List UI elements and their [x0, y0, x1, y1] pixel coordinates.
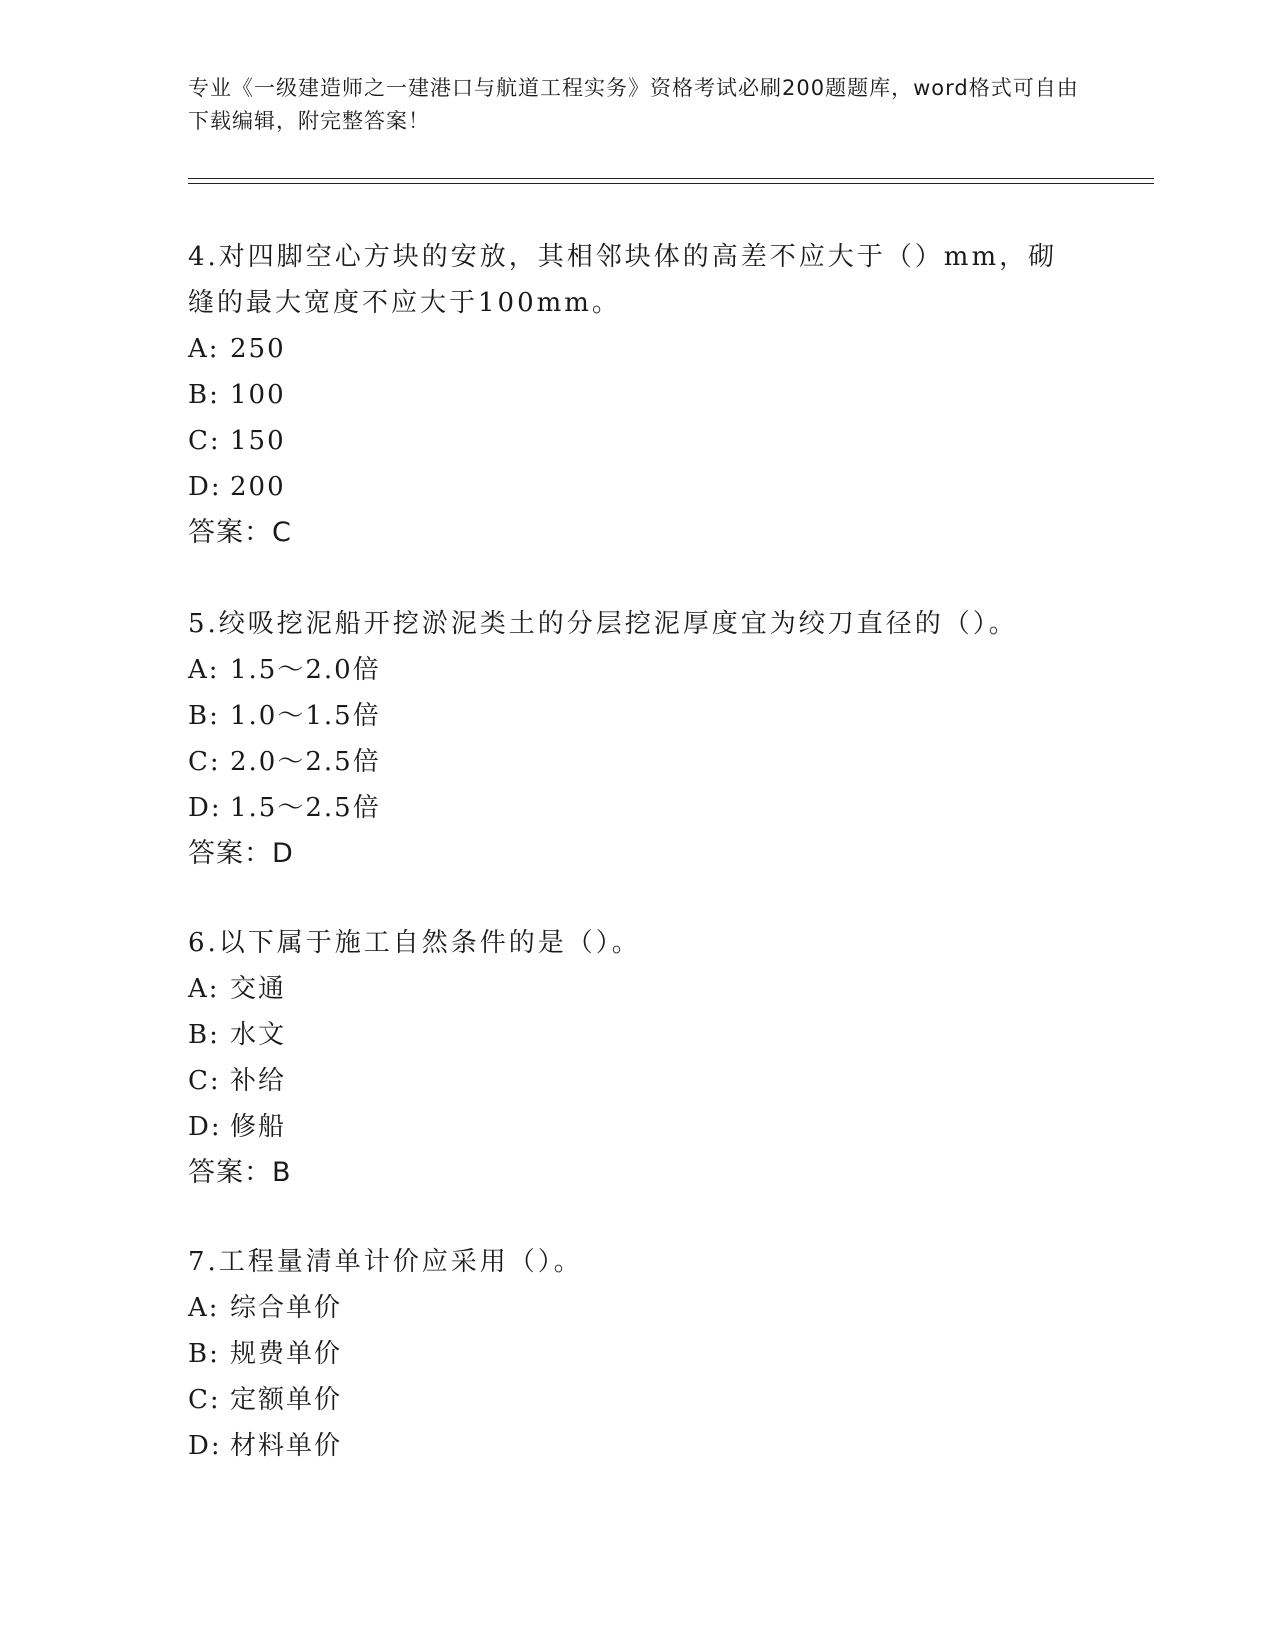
option-key: C:: [188, 1066, 221, 1096]
option-b: [188, 1331, 1068, 1377]
document-header: 专业《一级建造师之一建港口与航道工程实务》资格考试必刷200题题库，word格式可自由下载编辑，附完整答案！: [188, 76, 1079, 133]
option-a: [188, 966, 1068, 1012]
option-a: [188, 326, 1068, 372]
option-c: [188, 739, 1068, 785]
option-text: 补给: [230, 1066, 287, 1096]
option-b: [188, 1012, 1068, 1058]
option-text: 1.5～2.5倍: [230, 793, 381, 823]
option-key: B:: [188, 1020, 220, 1050]
option-text: 2.0～2.5倍: [230, 747, 381, 777]
question-text: 7.工程量清单计价应采用（）。: [188, 1247, 583, 1277]
option-text: 100: [230, 380, 286, 410]
question-text: 4.对四脚空心方块的安放，其相邻块体的高差不应大于（）mm，砌缝的最大宽度不应大于100mm。: [188, 242, 1058, 318]
answer-line: 答案：B: [188, 1157, 292, 1188]
question-text: 5.绞吸挖泥船开挖淤泥类土的分层挖泥厚度宜为绞刀直径的（）。: [188, 609, 1018, 639]
option-key: C:: [188, 747, 221, 777]
option-key: D:: [188, 1112, 222, 1142]
question-5: [188, 601, 1068, 877]
option-key: B:: [188, 701, 220, 731]
option-b: [188, 372, 1068, 418]
header-divider-top: [188, 178, 1154, 179]
option-c: [188, 418, 1068, 464]
option-key: B:: [188, 380, 220, 410]
option-key: B:: [188, 1339, 220, 1369]
option-text: 定额单价: [230, 1385, 343, 1415]
option-c: [188, 1377, 1068, 1423]
option-text: 材料单价: [230, 1431, 343, 1461]
option-d: [188, 785, 1068, 831]
option-key: A:: [188, 974, 220, 1004]
option-d: [188, 1104, 1068, 1150]
option-a: [188, 1285, 1068, 1331]
option-key: A:: [188, 334, 220, 364]
question-7: [188, 1239, 1068, 1469]
option-b: [188, 693, 1068, 739]
option-d: [188, 1423, 1068, 1469]
option-key: D:: [188, 1431, 222, 1461]
question-text: 6.以下属于施工自然条件的是（）。: [188, 928, 641, 958]
option-text: 150: [230, 426, 286, 456]
option-text: 1.5～2.0倍: [230, 655, 381, 685]
question-4: [188, 234, 1068, 556]
option-text: 200: [230, 472, 286, 502]
option-key: A:: [188, 655, 220, 685]
option-key: A:: [188, 1293, 220, 1323]
option-key: C:: [188, 426, 221, 456]
option-text: 综合单价: [230, 1293, 343, 1323]
option-text: 规费单价: [230, 1339, 343, 1369]
option-text: 水文: [230, 1020, 287, 1050]
question-6: [188, 920, 1068, 1196]
header-divider-bottom: [188, 183, 1154, 184]
option-key: C:: [188, 1385, 221, 1415]
option-a: [188, 647, 1068, 693]
option-text: 250: [230, 334, 286, 364]
answer-line: 答案：D: [188, 838, 294, 869]
option-key: D:: [188, 793, 222, 823]
option-key: D:: [188, 472, 222, 502]
answer-line: 答案：C: [188, 517, 292, 548]
option-text: 1.0～1.5倍: [230, 701, 381, 731]
option-c: [188, 1058, 1068, 1104]
option-d: [188, 464, 1068, 510]
option-text: 修船: [230, 1112, 287, 1142]
option-text: 交通: [230, 974, 287, 1004]
